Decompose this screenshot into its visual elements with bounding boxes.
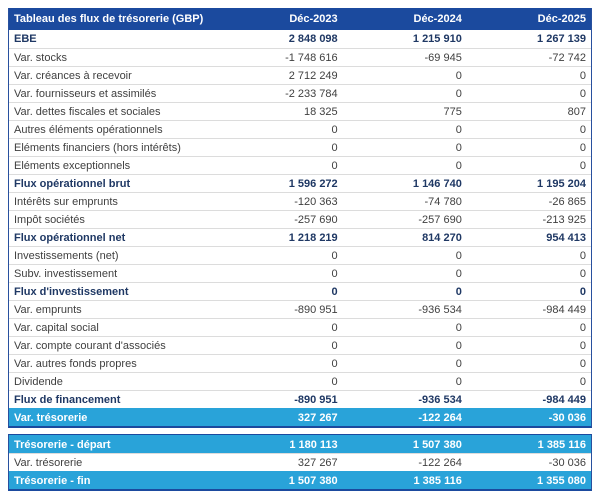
- table-title: Tableau des flux de trésorerie (GBP): [14, 13, 204, 25]
- row-value: -2 233 784: [285, 87, 338, 100]
- row-label: Var. compte courant d'associés: [14, 339, 166, 352]
- table-row: [9, 192, 591, 210]
- row-value: 0: [579, 123, 586, 136]
- row-value: 0: [579, 321, 586, 334]
- row-value: 1 180 113: [289, 438, 338, 451]
- row-value: 0: [579, 69, 586, 82]
- row-value: 0: [455, 141, 462, 154]
- row-value: 1 355 080: [537, 474, 586, 487]
- summary-table-body: [9, 435, 591, 489]
- row-value: 0: [455, 249, 462, 262]
- cash-flow-table: [8, 8, 592, 491]
- main-table-block: [8, 8, 592, 428]
- row-value: -69 945: [424, 51, 462, 64]
- row-value: -120 363: [294, 195, 338, 208]
- row-label: Var. fournisseurs et assimilés: [14, 87, 157, 100]
- row-value: 0: [331, 159, 338, 172]
- row-value: 0: [331, 357, 338, 370]
- row-value: 0: [331, 141, 338, 154]
- row-value: 0: [331, 267, 338, 280]
- row-value: 954 413: [546, 231, 586, 244]
- row-label: Investissements (net): [14, 249, 119, 262]
- row-value: 0: [331, 285, 338, 298]
- row-value: 0: [579, 141, 586, 154]
- row-value: 0: [579, 249, 586, 262]
- row-value: -26 865: [548, 195, 586, 208]
- row-label: Eléments financiers (hors intérêts): [14, 141, 181, 154]
- row-value: 1 385 116: [537, 438, 586, 451]
- table-row: [9, 66, 591, 84]
- row-value: 2 712 249: [288, 69, 338, 82]
- row-value: 775: [443, 105, 462, 118]
- row-label: Trésorerie - départ: [14, 438, 111, 451]
- row-value: 0: [455, 159, 462, 172]
- row-value: 0: [331, 375, 338, 388]
- table-row: [9, 336, 591, 354]
- row-label: Var. dettes fiscales et sociales: [14, 105, 161, 118]
- row-value: 0: [455, 87, 462, 100]
- row-label: Intérêts sur emprunts: [14, 195, 118, 208]
- row-label: Var. trésorerie: [14, 411, 88, 424]
- row-value: 0: [579, 267, 586, 280]
- row-value: 0: [579, 285, 586, 298]
- row-value: 0: [455, 69, 462, 82]
- table-row: [9, 390, 591, 408]
- row-value: 0: [579, 339, 586, 352]
- row-value: 0: [455, 375, 462, 388]
- row-value: 0: [331, 339, 338, 352]
- row-value: -890 951: [294, 303, 338, 316]
- row-label: Flux de financement: [14, 393, 121, 406]
- column-header-dec-2024: Déc-2024: [413, 13, 462, 25]
- row-value: 814 270: [422, 231, 462, 244]
- table-row: [9, 372, 591, 390]
- column-header-dec-2023: Déc-2023: [289, 13, 338, 25]
- row-value: -122 264: [418, 456, 462, 469]
- row-value: 327 267: [297, 411, 338, 424]
- row-value: 1 385 116: [413, 474, 462, 487]
- row-value: -30 036: [548, 411, 586, 424]
- row-label: Var. stocks: [14, 51, 67, 64]
- row-value: -984 449: [542, 393, 586, 406]
- row-value: -72 742: [548, 51, 586, 64]
- row-value: 1 507 380: [412, 438, 462, 451]
- row-value: 1 146 740: [412, 177, 462, 190]
- row-value: 1 596 272: [288, 177, 338, 190]
- row-label: Flux d'investissement: [14, 285, 129, 298]
- column-header-dec-2025: Déc-2025: [537, 13, 586, 25]
- row-value: 807: [567, 105, 586, 118]
- row-label: Flux opérationnel brut: [14, 177, 131, 190]
- row-value: -30 036: [548, 456, 586, 469]
- row-value: 1 218 219: [288, 231, 338, 244]
- row-value: -984 449: [542, 303, 586, 316]
- table-row: [9, 102, 591, 120]
- row-label: Dividende: [14, 375, 63, 388]
- row-value: 0: [331, 249, 338, 262]
- row-label: Var. emprunts: [14, 303, 82, 316]
- table-row: [9, 408, 591, 426]
- table-row: [9, 300, 591, 318]
- row-value: -74 780: [424, 195, 462, 208]
- row-value: 0: [455, 339, 462, 352]
- table-body: [9, 30, 591, 426]
- table-header-row: [9, 8, 591, 30]
- row-value: 0: [455, 321, 462, 334]
- table-row: [9, 318, 591, 336]
- row-value: 0: [579, 87, 586, 100]
- row-value: 327 267: [297, 456, 338, 469]
- row-value: -257 690: [418, 213, 462, 226]
- row-value: -890 951: [294, 393, 338, 406]
- table-row: [9, 453, 591, 471]
- row-value: 0: [331, 123, 338, 136]
- table-row: [9, 156, 591, 174]
- row-value: 0: [455, 285, 462, 298]
- row-label: Var. créances à recevoir: [14, 69, 132, 82]
- table-row: [9, 84, 591, 102]
- table-row: [9, 210, 591, 228]
- row-value: -936 534: [418, 393, 462, 406]
- row-value: 0: [455, 357, 462, 370]
- table-row: [9, 246, 591, 264]
- row-value: 0: [331, 321, 338, 334]
- table-row: [9, 354, 591, 372]
- row-value: 1 267 139: [537, 33, 586, 45]
- row-value: -122 264: [418, 411, 462, 424]
- row-value: -936 534: [418, 303, 462, 316]
- row-label: Impôt sociétés: [14, 213, 85, 226]
- table-row: [9, 48, 591, 66]
- row-value: 1 507 380: [288, 474, 338, 487]
- table-row: [9, 264, 591, 282]
- table-row: [9, 138, 591, 156]
- row-value: -257 690: [294, 213, 338, 226]
- row-label: Subv. investissement: [14, 267, 118, 280]
- row-value: 0: [579, 375, 586, 388]
- row-value: 0: [455, 267, 462, 280]
- table-row: [9, 435, 591, 453]
- row-label: Flux opérationnel net: [14, 231, 126, 244]
- row-value: 1 215 910: [412, 33, 462, 45]
- row-value: 0: [579, 357, 586, 370]
- row-label: Eléments exceptionnels: [14, 159, 131, 172]
- row-label: Autres éléments opérationnels: [14, 123, 163, 136]
- row-value: 1 195 204: [537, 177, 586, 190]
- row-value: 18 325: [304, 105, 338, 118]
- row-value: 0: [455, 123, 462, 136]
- row-value: -213 925: [542, 213, 586, 226]
- table-row: [9, 282, 591, 300]
- row-value: -1 748 616: [285, 51, 338, 64]
- table-row: [9, 174, 591, 192]
- row-label: Var. autres fonds propres: [14, 357, 137, 370]
- row-label: Var. capital social: [14, 321, 99, 334]
- table-row: [9, 120, 591, 138]
- table-row: [9, 471, 591, 489]
- row-value: 0: [579, 159, 586, 172]
- row-label: EBE: [14, 33, 37, 45]
- summary-table-block: [8, 434, 592, 491]
- row-label: Trésorerie - fin: [14, 474, 91, 487]
- table-row: [9, 30, 591, 48]
- row-label: Var. trésorerie: [14, 456, 83, 469]
- row-value: 2 848 098: [288, 33, 338, 45]
- table-row: [9, 228, 591, 246]
